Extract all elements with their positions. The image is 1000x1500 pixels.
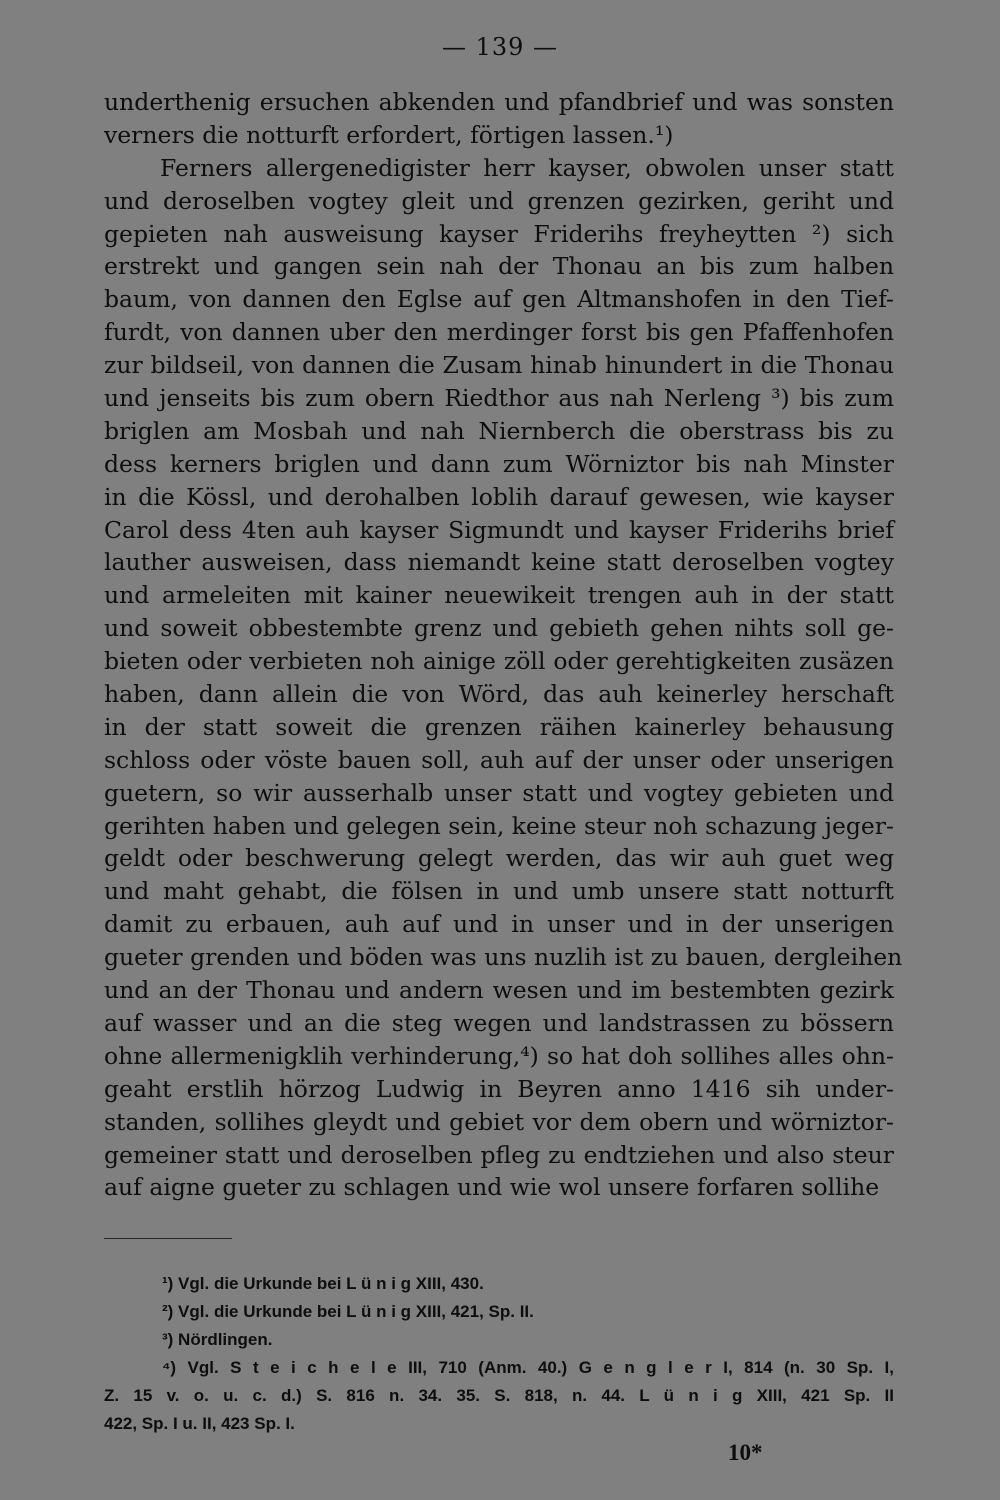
signature-mark: 10* xyxy=(728,1440,763,1465)
text-line: auf aigne gueter zu schlagen und wie wol unsere forfaren sollihe xyxy=(104,1173,880,1202)
footnote-line: ¹) Vgl. die Urkunde bei L ü n i g XIII, 430. xyxy=(162,1274,484,1293)
text-line: lauther ausweisen, dass niemandt keine statt deroselben vogtey xyxy=(104,548,894,577)
text-line: dess kerners briglen und dann zum Wörniztor bis nah Minster xyxy=(104,449,894,478)
text-line: und soweit obbestembte grenz und gebieth gehen nihts soll ge- xyxy=(104,614,894,643)
text-line: in die Kössl, und derohalben loblih darauf gewesen, wie kayser xyxy=(104,482,894,511)
text-line: auf wasser und an die steg wegen und landstrassen zu bössern xyxy=(104,1008,894,1037)
text-line: Ferners allergenedigister herr kayser, obwolen unser statt xyxy=(160,153,894,182)
text-line: gerihten haben und gelegen sein, keine steur noh schazung jeger- xyxy=(104,811,894,840)
footnote-line: ²) Vgl. die Urkunde bei L ü n i g XIII, 421, Sp. II. xyxy=(162,1302,534,1321)
text-line: und armeleiten mit kainer neuewikeit trengen auh in der statt xyxy=(104,581,894,610)
text-line: bieten oder verbieten noh ainige zöll oder gerehtigkeiten zusäzen xyxy=(104,647,894,676)
page-number-header: — 139 — xyxy=(441,33,559,61)
footnote-line: Z. 15 v. o. u. c. d.) S. 816 n. 34. 35. S. 818, n. 44. L ü n i g XIII, 421 Sp. II xyxy=(104,1386,894,1405)
text-line: gemeiner statt und deroselben pfleg zu endtziehen und also steur xyxy=(104,1140,894,1169)
text-line: geldt oder beschwerung gelegt werden, das wir auh guet weg xyxy=(104,844,894,873)
text-line: underthenig ersuchen abkenden und pfandbrief und was sonsten xyxy=(104,88,894,116)
footnote-line: ³) Nördlingen. xyxy=(162,1330,273,1349)
footnotes-block xyxy=(104,1270,894,1438)
text-line: briglen am Mosbah und nah Niernberch die oberstrass bis zu xyxy=(104,416,894,445)
text-line: und deroselben vogtey gleit und grenzen gezirken, geriht und xyxy=(104,186,894,215)
text-line: geaht erstlih hörzog Ludwig in Beyren anno 1416 sih under- xyxy=(104,1074,894,1103)
text-line: Carol dess 4ten auh kayser Sigmundt und kayser Friderihs brief xyxy=(104,515,894,544)
text-line: schloss oder vöste bauen soll, auh auf der unser oder unserigen xyxy=(104,745,894,774)
text-line: und an der Thonau und andern wesen und im bestembten gezirk xyxy=(104,976,894,1005)
text-line: in der statt soweit die grenzen räihen kainerley behausung xyxy=(104,712,894,741)
text-line: und jenseits bis zum obern Riedthor aus nah Nerleng ³) bis zum xyxy=(104,384,894,413)
text-line: zur bildseil, von dannen die Zusam hinab hinundert in die Thonau xyxy=(104,351,894,380)
text-line: gepieten nah ausweisung kayser Friderihs freyheytten ²) sich xyxy=(104,219,894,248)
text-line: baum, von dannen den Eglse auf gen Altmanshofen in den Tief- xyxy=(104,285,894,314)
text-line: standen, sollihes gleydt und gebiet vor dem obern und wörniztor- xyxy=(104,1107,894,1136)
footnote-line: 422, Sp. I u. II, 423 Sp. I. xyxy=(104,1414,295,1433)
footnote-divider xyxy=(104,1238,232,1239)
footnote-line: ⁴) Vgl. S t e i c h e l e III, 710 (Anm. 40.) G e n g l e r I, 814 (n. 30 Sp. I, xyxy=(162,1358,894,1377)
text-line: furdt, von dannen uber den merdinger forst bis gen Pfaffenhofen xyxy=(104,318,894,347)
text-line: haben, dann allein die von Wörd, das auh keinerley herschaft xyxy=(104,680,894,709)
text-line: damit zu erbauen, auh auf und in unser und in der unserigen xyxy=(104,910,894,939)
text-line: verners die notturft erfordert, förtigen lassen.¹) xyxy=(104,120,674,149)
text-line: gueter grenden und böden was uns nuzlih ist zu bauen, dergleihen xyxy=(104,943,903,972)
text-line: erstrekt und gangen sein nah der Thonau an bis zum halben xyxy=(104,252,894,281)
text-line: ohne allermenigklih verhinderung,⁴) so hat doh sollihes alles ohn- xyxy=(104,1041,894,1070)
main-text-block xyxy=(104,86,903,1204)
text-line: und maht gehabt, die fölsen in und umb unsere statt notturft xyxy=(104,877,894,906)
text-line: guetern, so wir ausserhalb unser statt und vogtey gebieten und xyxy=(104,778,894,807)
